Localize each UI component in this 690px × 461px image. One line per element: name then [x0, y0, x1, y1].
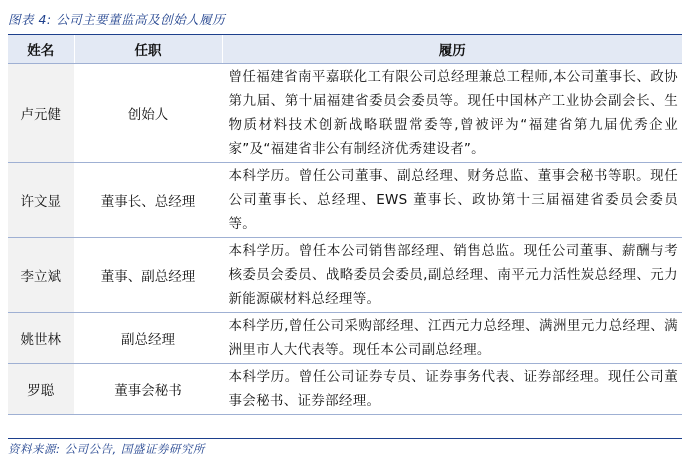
row-bio: 本科学历。曾任本公司销售部经理、销售总监。现任公司董事、薪酬与考核委员会委员、战略委员会委员,副总经理、南平元力活性炭总经理、元力新能源碳材料总经理等。 — [222, 238, 682, 313]
header-name: 姓名 — [8, 35, 74, 64]
figure-title: 图表 4: 公司主要董监高及创始人履历 — [8, 12, 226, 27]
row-name: 卢元健 — [8, 64, 74, 163]
row-role: 董事会秘书 — [74, 364, 222, 415]
row-name: 李立斌 — [8, 238, 74, 313]
table-header-row — [8, 35, 682, 64]
row-bio: 本科学历。曾任公司董事、副总经理、财务总监、董事会秘书等职。现任公司董事长、总经理、EWS 董事长、政协第十三届福建省委员会委员等。 — [222, 163, 682, 238]
row-role: 副总经理 — [74, 313, 222, 364]
table-row — [8, 313, 682, 364]
row-name: 姚世林 — [8, 313, 74, 364]
row-bio: 本科学历,曾任公司采购部经理、江西元力总经理、满洲里元力总经理、满洲里市人大代表等。现任本公司副总经理。 — [222, 313, 682, 364]
row-role: 创始人 — [74, 64, 222, 163]
bottom-rule — [8, 438, 682, 439]
table-row — [8, 163, 682, 238]
row-role: 董事长、总经理 — [74, 163, 222, 238]
executive-table — [8, 35, 682, 415]
row-role: 董事、副总经理 — [74, 238, 222, 313]
row-bio: 曾任福建省南平嘉联化工有限公司总经理兼总工程师,本公司董事长、政协第九届、第十届福建省委员会委员等。现任中国林产工业协会副会长、生物质材料技术创新战略联盟常委等,曾被评为“福建省第九届优秀企业家”及“福建省非公有制经济优秀建设者”。 — [222, 64, 682, 163]
row-name: 罗聪 — [8, 364, 74, 415]
header-bio: 履历 — [222, 35, 682, 64]
table-row — [8, 64, 682, 163]
table-row — [8, 364, 682, 415]
header-role: 任职 — [74, 35, 222, 64]
row-bio: 本科学历。曾任公司证券专员、证券事务代表、证券部经理。现任公司董事会秘书、证券部经理。 — [222, 364, 682, 415]
table-row — [8, 238, 682, 313]
row-name: 许文显 — [8, 163, 74, 238]
source-note: 资料来源: 公司公告, 国盛证券研究所 — [8, 442, 205, 456]
